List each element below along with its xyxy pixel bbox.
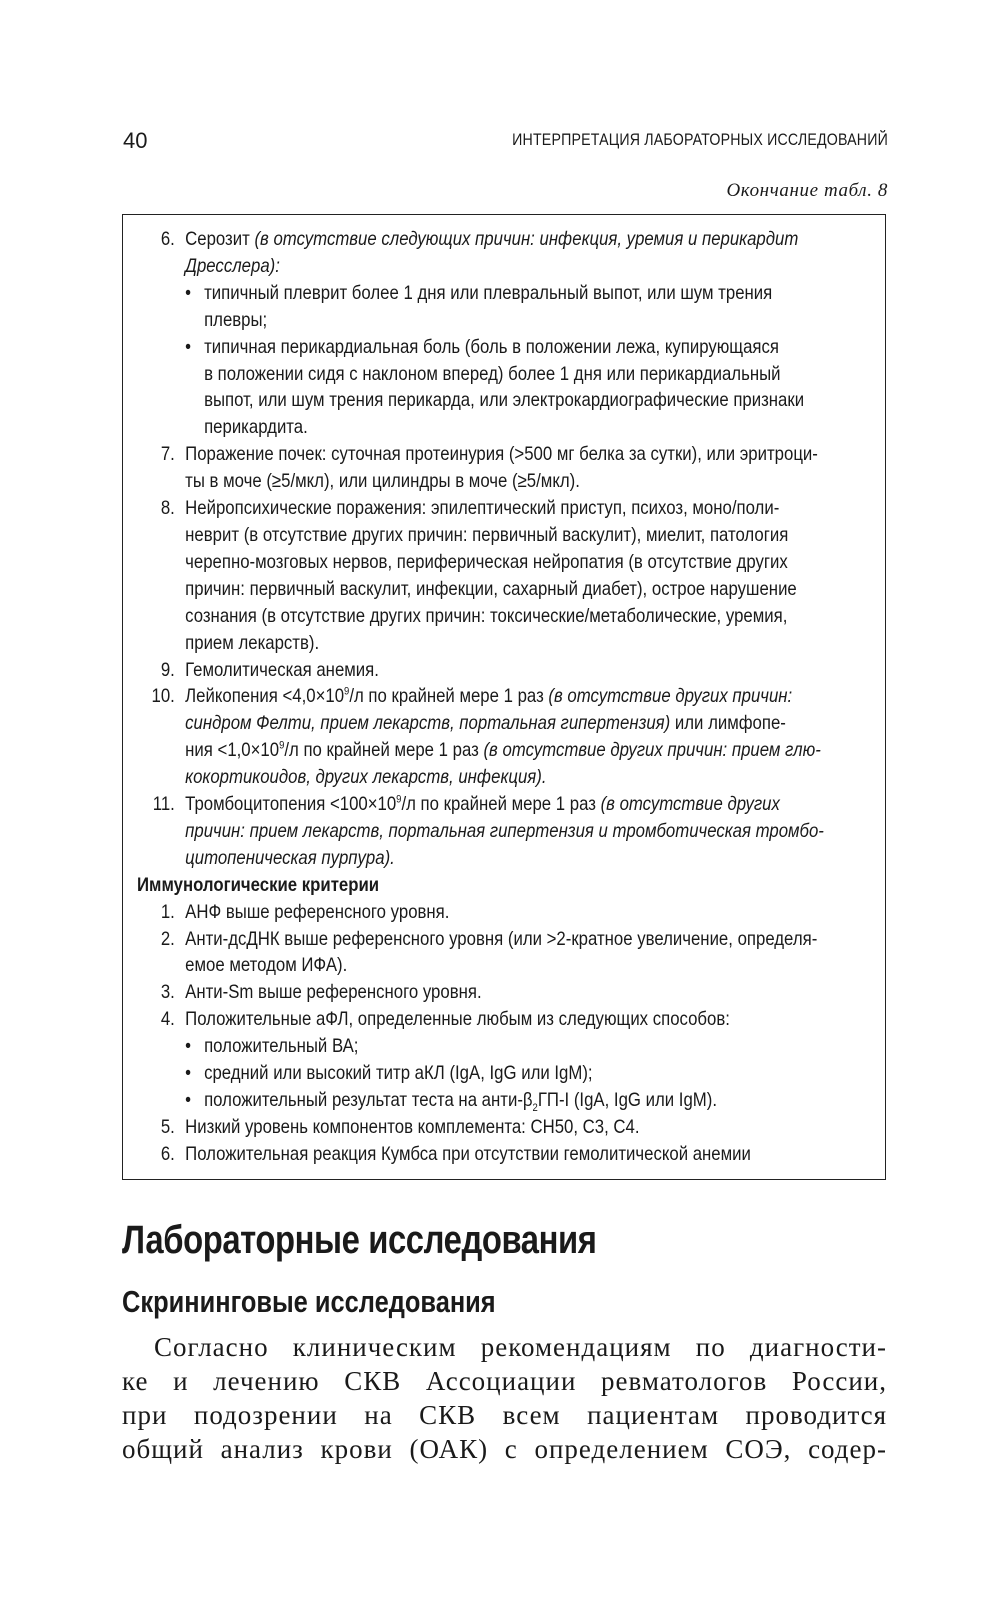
bullet-text: средний или высокий титр аКЛ (IgA, IgG или IgM); (204, 1062, 593, 1085)
criterion-item-6 (137, 226, 885, 280)
item-text: черепно-мозговых нервов, периферическая нейропатия (в отсутствие других (185, 550, 788, 573)
item-italic-note: (в отсутствие других причин: прием глю- (483, 739, 821, 762)
item-text: Серозит (185, 228, 255, 250)
item-italic-note: (в отсутствие других (600, 793, 780, 816)
immuno-item-3 (137, 979, 885, 1006)
item-italic-note: синдром Фелти, прием лекарств, портальная гипертензия) (185, 712, 671, 735)
item-text: емое методом ИФА). (185, 954, 348, 977)
bullet-text: типичная перикардиальная боль (боль в положении лежа, купирующаяся (204, 335, 779, 358)
superscript: 9 (344, 685, 350, 698)
item-text: Лейкопения <4,0×10 (185, 685, 345, 708)
item-text: /л по крайней мере 1 раз (284, 739, 484, 762)
item-text: Поражение почек: суточная протеинурия (>500 мг белка за сутки), или эритроци- (185, 443, 818, 466)
immuno-item-2 (137, 926, 885, 980)
item-italic-note: (в отсутствие других причин: (548, 685, 793, 708)
immuno-item-1 (137, 899, 885, 926)
immunology-heading: Иммунологические критерии (137, 873, 380, 896)
subsection-heading: Скрининговые исследования (122, 1284, 496, 1319)
bullet-text: типичный плеврит более 1 дня или плевральный выпот, или шум трения (204, 281, 773, 304)
item-italic-note: кокортикоидов, других лекарств, инфекция). (185, 766, 547, 789)
item-number: 4. (160, 1008, 175, 1031)
paragraph-line: Согласно клиническим рекомендациям по диагности- (154, 1332, 887, 1362)
bullet-icon: • (185, 1035, 192, 1058)
item-text: Положительные аФЛ, определенные любым из следующих способов: (185, 1008, 730, 1031)
bullet-item (137, 1033, 885, 1060)
item-italic-note: причин: прием лекарств, портальная гипертензия и тромботическая тромбо- (185, 819, 824, 842)
bullet-text: плевры; (204, 308, 268, 331)
item-italic-note: (в отсутствие следующих причин: инфекция, уремия и перикардит (254, 228, 799, 250)
criterion-item-11 (137, 791, 885, 872)
superscript: 9 (396, 793, 402, 806)
criteria-table (122, 214, 886, 1180)
item-number: 3. (160, 981, 175, 1004)
bullet-icon: • (185, 1089, 192, 1111)
item-text: ния <1,0×10 (185, 739, 280, 762)
item-text: Низкий уровень компонентов комплемента: CH50, C3, C4. (185, 1115, 640, 1138)
item-text: Нейропсихические поражения: эпилептический приступ, психоз, моно/поли- (185, 497, 780, 520)
item-italic-note: цитопеническая пурпура). (185, 846, 395, 869)
item-text: причин: первичный васкулит, инфекции, сахарный диабет), острое нарушение (185, 577, 797, 600)
bullet-text: ГП-I (IgA, IgG или IgM). (537, 1089, 718, 1111)
item-text: Анти-Sm выше референсного уровня. (185, 981, 482, 1004)
item-text: ты в моче (≥5/мкл), или цилиндры в моче (≥5/мкл). (185, 470, 580, 493)
criterion-item-10 (137, 683, 885, 791)
bullet-icon: • (185, 1062, 192, 1085)
criteria-table-content (137, 226, 885, 1168)
item-text: прием лекарств). (185, 631, 320, 654)
bullet-icon: • (185, 335, 192, 358)
criterion-item-8 (137, 495, 885, 656)
item-number: 9. (160, 658, 175, 681)
bullet-text: в положении сидя с наклоном вперед) более 1 дня или перикардиальный (204, 362, 781, 385)
item-italic-note: Дресслера): (185, 254, 280, 277)
bullet-icon: • (185, 281, 192, 304)
bullet-item (137, 334, 885, 442)
bullet-text: перикардита. (204, 416, 308, 439)
item-number: 6. (160, 1142, 175, 1165)
section-heading: Лабораторные исследования (122, 1218, 597, 1262)
page-number: 40 (123, 128, 148, 153)
item-text: Гемолитическая анемия. (185, 658, 379, 681)
item-text: /л по крайней мере 1 раз (349, 685, 549, 708)
superscript: 9 (279, 739, 285, 752)
subscript: 2 (532, 1101, 538, 1114)
item-number: 11. (152, 793, 175, 816)
table-caption: Окончание табл. 8 (726, 180, 888, 201)
item-number: 7. (160, 443, 175, 466)
item-number: 6. (160, 228, 175, 250)
immuno-item-6 (137, 1141, 885, 1168)
bullet-text: выпот, или шум трения перикарда, или электрокардиографические признаки (204, 389, 805, 412)
item-text: неврит (в отсутствие других причин: первичный васкулит), миелит, патология (185, 523, 789, 546)
paragraph-line: при подозрении на СКВ всем пациентам проводится (122, 1400, 887, 1430)
bullet-item (137, 1060, 885, 1087)
item-number: 1. (160, 900, 175, 923)
item-text: АНФ выше референсного уровня. (185, 900, 450, 923)
running-header: ИНТЕРПРЕТАЦИЯ ЛАБОРАТОРНЫХ ИССЛЕДОВАНИЙ (512, 131, 888, 149)
bullet-item (137, 280, 885, 334)
bullet-text: положительный ВА; (204, 1035, 359, 1058)
item-text: или лимфопе- (670, 712, 786, 735)
item-number: 10. (151, 685, 175, 708)
immuno-item-5 (137, 1114, 885, 1141)
bullet-item (137, 1087, 885, 1114)
item-number: 5. (160, 1115, 175, 1138)
paragraph-line: ке и лечению СКВ Ассоциации ревматологов России, (122, 1366, 887, 1396)
item-text: Анти-дсДНК выше референсного уровня (или >2-кратное увеличение, определя- (185, 927, 818, 950)
immuno-item-4 (137, 1006, 885, 1033)
paragraph-line: общий анализ крови (ОАК) с определением СОЭ, содер- (122, 1434, 887, 1464)
body-paragraph (122, 1330, 887, 1466)
item-number: 8. (160, 497, 175, 520)
item-text: Тромбоцитопения <100×10 (185, 793, 397, 816)
item-text: Положительная реакция Кумбса при отсутствии гемолитической анемии (185, 1142, 751, 1165)
item-text: сознания (в отсутствие других причин: токсические/метаболические, уремия, (185, 604, 788, 627)
criterion-item-9 (137, 657, 885, 684)
bullet-text: положительный результат теста на анти-β (204, 1089, 533, 1111)
item-number: 2. (160, 927, 175, 950)
item-text: /л по крайней мере 1 раз (401, 793, 601, 816)
criterion-item-7 (137, 441, 885, 495)
